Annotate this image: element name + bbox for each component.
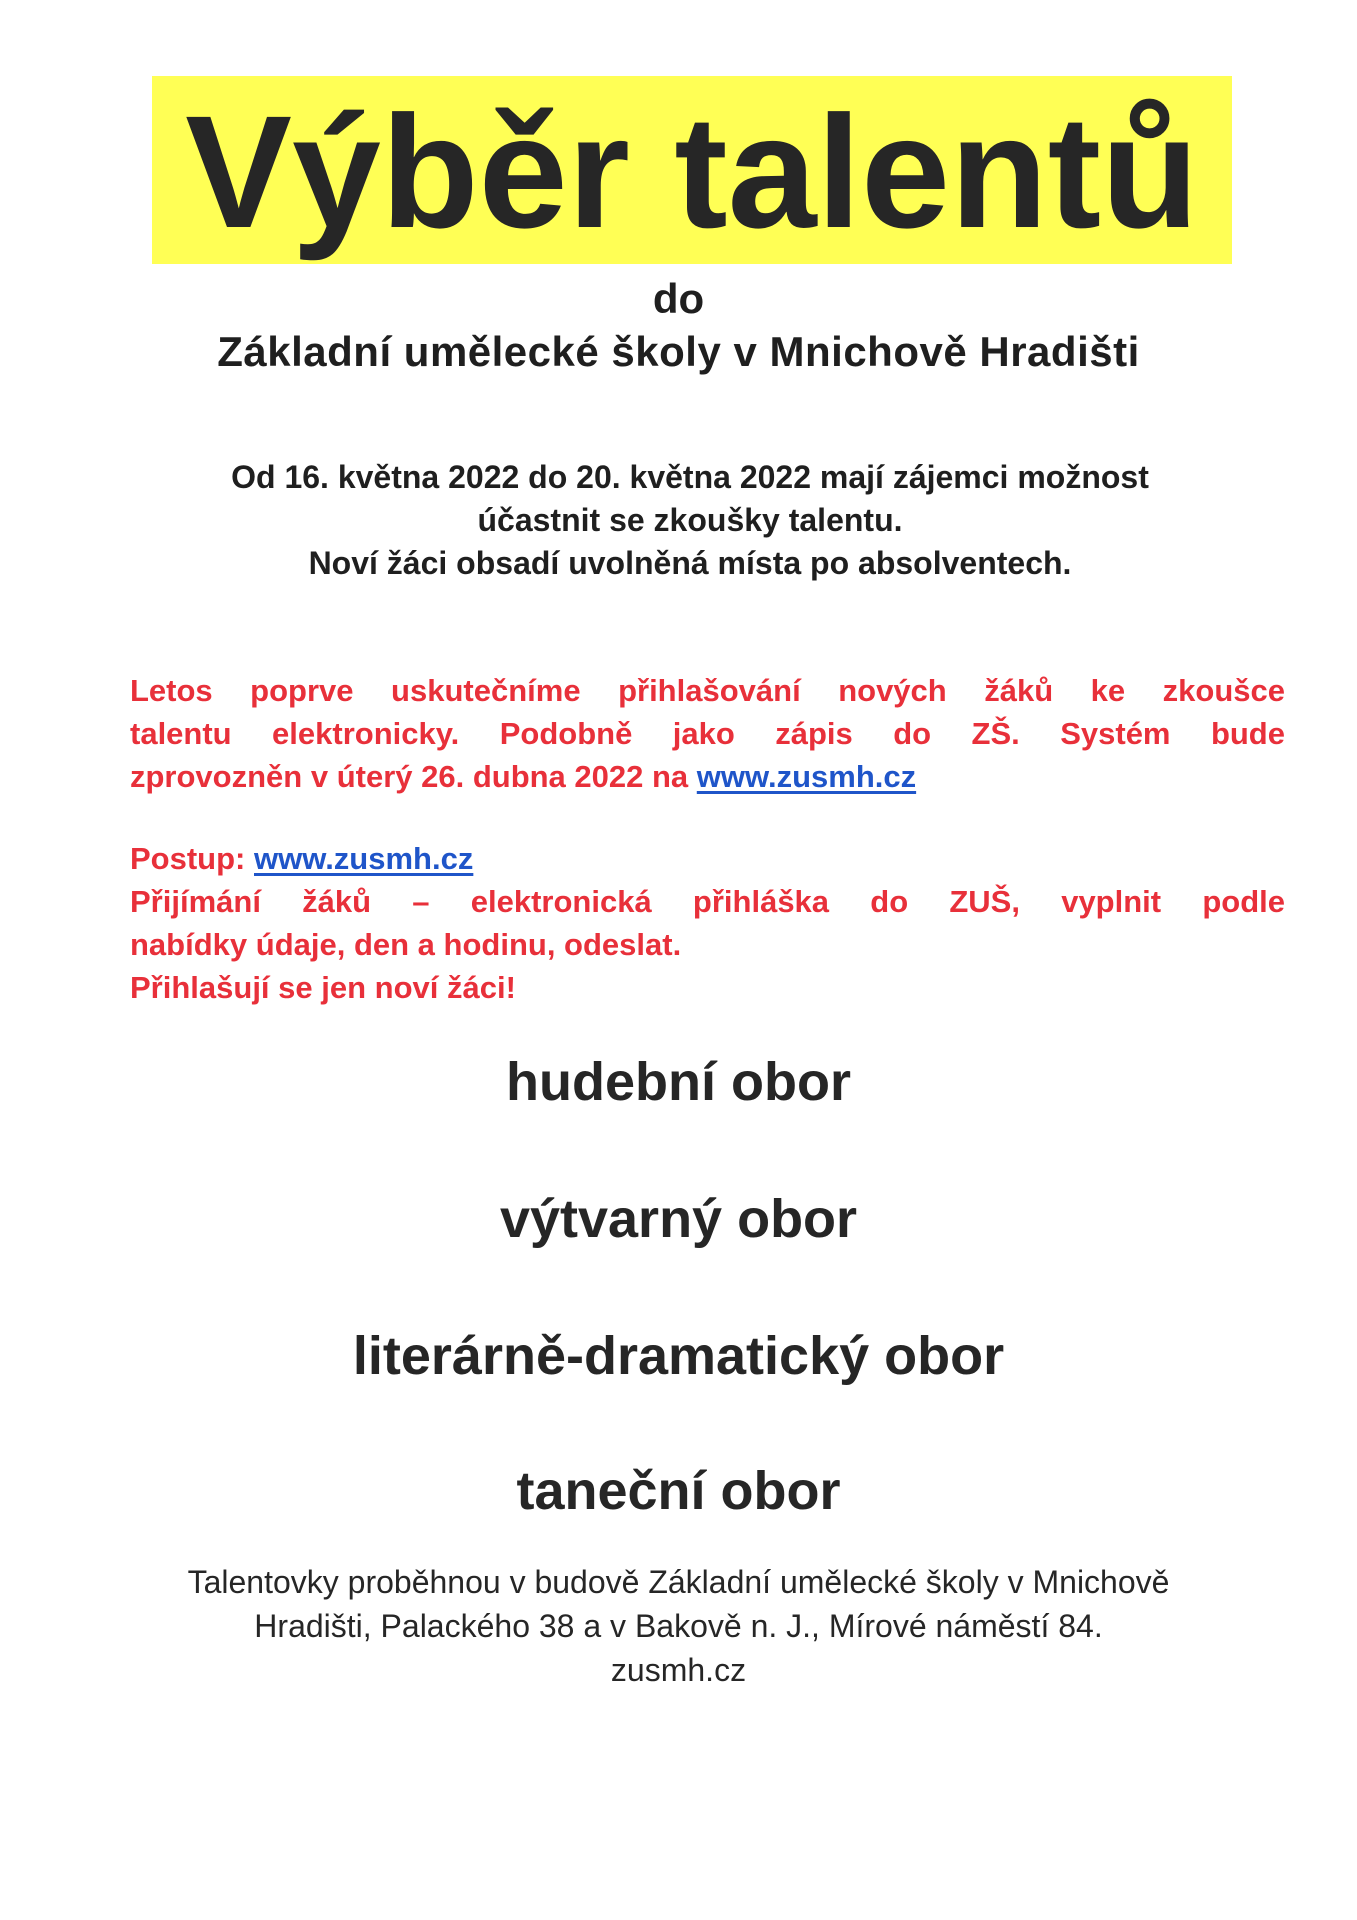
announcement-line-text: zprovozněn v úterý 26. dubna 2022 na (130, 759, 697, 794)
announcement-line: Letos poprve uskutečníme přihlašování nových žáků ke zkoušce (130, 673, 1285, 708)
field-dance: taneční obor (516, 1461, 841, 1521)
announcement-line: talentu elektronicky. Podobně jako zápis do ZŠ. Systém bude (130, 716, 1285, 751)
procedure-line: Přijímání žáků – elektronická přihláška do ZUŠ, vyplnit podle (130, 884, 1285, 919)
footer-website: zusmh.cz (610, 1652, 747, 1688)
announcement-line (130, 755, 1285, 798)
subtitle-do: do (652, 275, 705, 322)
footer-line: Talentovky proběhnou v budově Základní umělecké školy v Mnichově (187, 1564, 1170, 1600)
info-line: účastnit se zkoušky talentu. (477, 502, 903, 538)
procedure-link[interactable]: www.zusmh.cz (254, 841, 474, 876)
procedure-paragraph (130, 837, 1285, 1009)
field-art: výtvarný obor (499, 1189, 858, 1249)
field-drama: literárně-dramatický obor (352, 1326, 1005, 1386)
website-link[interactable]: www.zusmh.cz (696, 759, 917, 794)
footer-line: Hradišti, Palackého 38 a v Bakově n. J., Mírové náměstí 84. (254, 1608, 1103, 1644)
page-title: Výběr talentů (185, 82, 1199, 261)
info-line: Noví žáci obsadí uvolněná místa po absolventech. (308, 545, 1072, 581)
field-music: hudební obor (506, 1052, 851, 1112)
info-paragraph (120, 456, 1260, 585)
procedure-line: nabídky údaje, den a hodinu, odeslat. (130, 927, 682, 962)
announcement-paragraph (130, 669, 1285, 798)
footer-text (0, 1560, 1357, 1692)
procedure-line (130, 837, 1285, 880)
procedure-line: Přihlašují se jen noví žáci! (130, 970, 516, 1005)
procedure-label: Postup: (130, 841, 254, 876)
info-line: Od 16. května 2022 do 20. května 2022 mají zájemci možnost (231, 459, 1149, 495)
school-name: Základní umělecké školy v Mnichově Hradišti (217, 328, 1140, 375)
